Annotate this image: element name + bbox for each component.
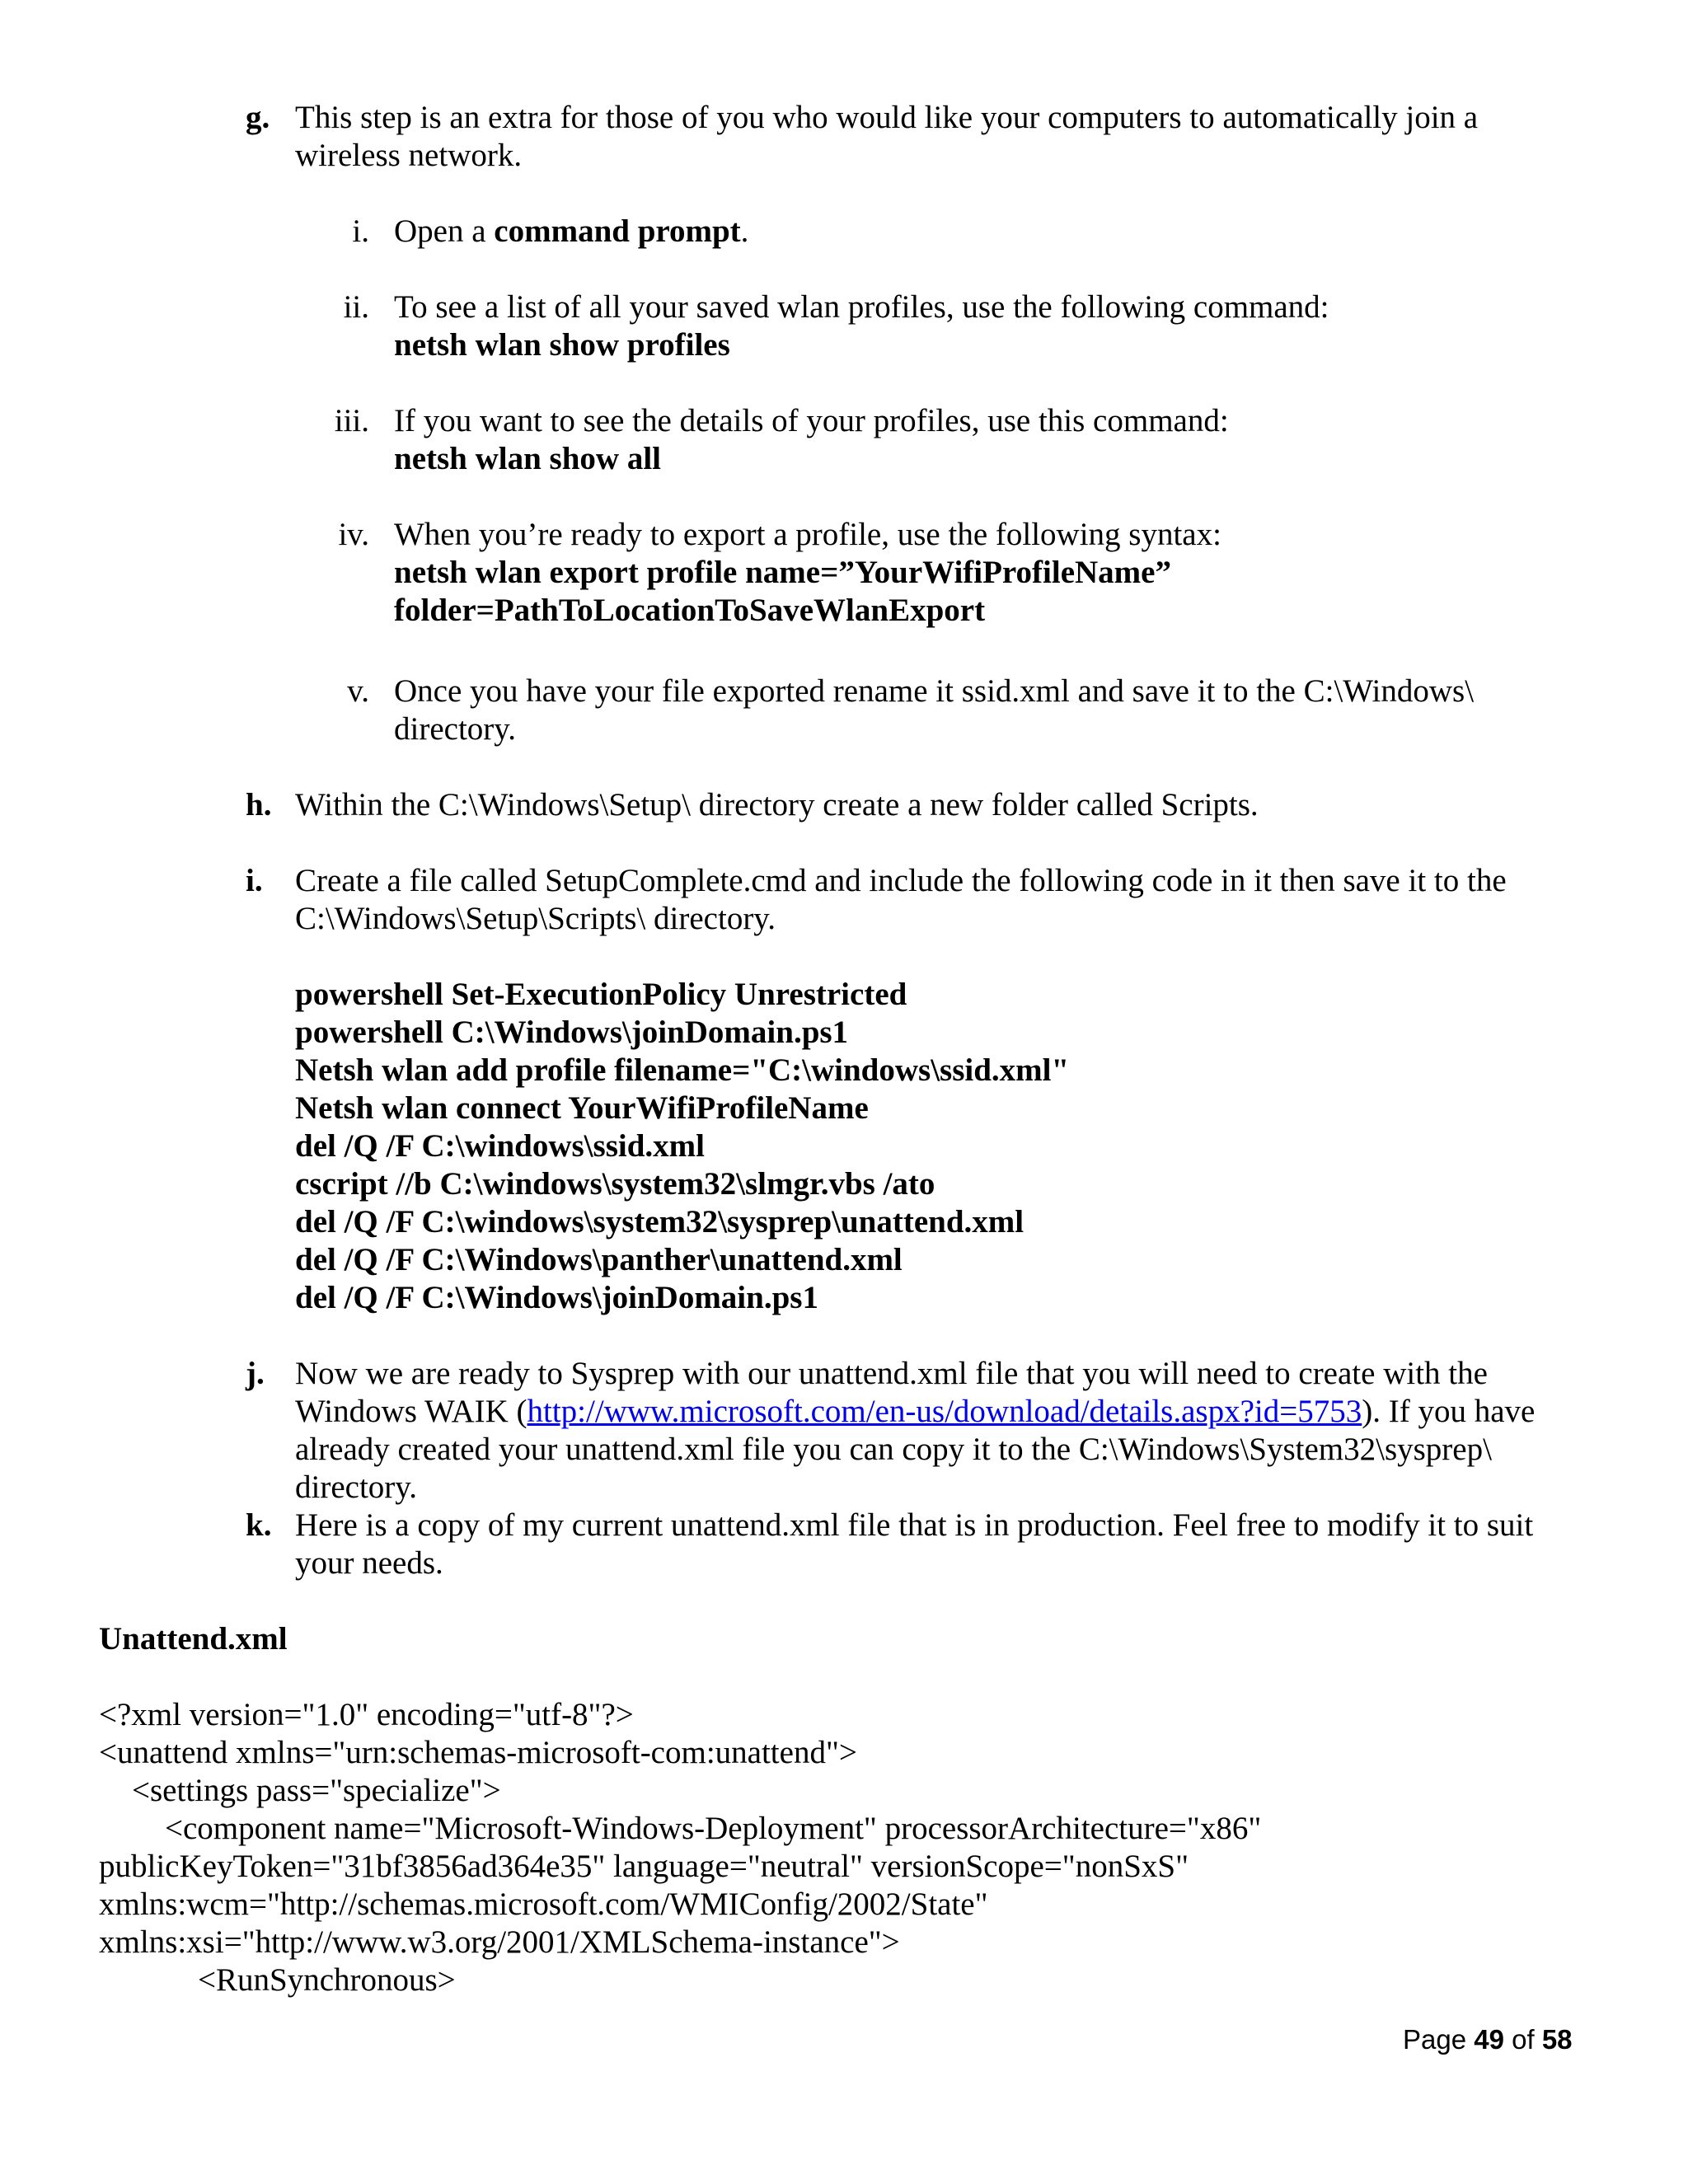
- xml-line: <RunSynchronous>: [198, 1962, 456, 1998]
- code-line: del /Q /F C:\Windows\panther\unattend.xml: [295, 1242, 903, 1277]
- substep-ii-marker: ii.: [343, 289, 369, 325]
- code-line: Netsh wlan add profile filename="C:\windows\ssid.xml": [295, 1052, 1070, 1088]
- substep-ii-command: netsh wlan show profiles: [394, 327, 730, 363]
- substep-iii-command: netsh wlan show all: [394, 441, 661, 476]
- code-line: del /Q /F C:\Windows\joinDomain.ps1: [295, 1280, 818, 1315]
- substep-i-lead: Open a: [394, 213, 495, 249]
- xml-line: publicKeyToken="31bf3856ad364e35" language="neutral" versionScope="nonSxS": [99, 1849, 1189, 1884]
- substep-iv-text: When you’re ready to export a profile, use the following syntax:: [394, 517, 1221, 552]
- code-line: powershell C:\Windows\joinDomain.ps1: [295, 1015, 849, 1050]
- xml-line: <?xml version="1.0" encoding="utf-8"?>: [99, 1697, 634, 1732]
- xml-line: <component name="Microsoft-Windows-Deployment" processorArchitecture="x86": [165, 1811, 1262, 1846]
- xml-line: <unattend xmlns="urn:schemas-microsoft-com:unattend">: [99, 1735, 857, 1770]
- xml-line: xmlns:wcm="http://schemas.microsoft.com/WMIConfig/2002/State": [99, 1886, 988, 1922]
- substep-iv-command-line2: folder=PathToLocationToSaveWlanExport: [394, 593, 986, 628]
- substep-v-text-line1: Once you have your file exported rename it ssid.xml and save it to the C:\Windows\: [394, 673, 1475, 709]
- code-line: cscript //b C:\windows\system32\slmgr.vbs /ato: [295, 1166, 935, 1202]
- substep-iii-text: If you want to see the details of your profiles, use this command:: [394, 403, 1229, 438]
- step-h-text: Within the C:\Windows\Setup\ directory create a new folder called Scripts.: [295, 787, 1259, 823]
- step-j-line2-pre: Windows WAIK (: [295, 1394, 528, 1429]
- step-h-marker: h.: [246, 787, 272, 823]
- step-j-text-line3: already created your unattend.xml file you can copy it to the C:\Windows\System32\sysprep\: [295, 1432, 1492, 1467]
- code-line: Netsh wlan connect YourWifiProfileName: [295, 1090, 869, 1126]
- substep-i-after: .: [740, 213, 749, 249]
- step-j-text-line1: Now we are ready to Sysprep with our unattend.xml file that you will need to create with the: [295, 1356, 1488, 1391]
- step-g-text-line2: wireless network.: [295, 138, 523, 173]
- xml-line: <settings pass="specialize">: [132, 1773, 501, 1808]
- step-j-text-line4: directory.: [295, 1469, 417, 1505]
- page-current: 49: [1474, 2024, 1504, 2055]
- substep-ii-text: To see a list of all your saved wlan profiles, use the following command:: [394, 289, 1329, 325]
- page-of: of: [1503, 2024, 1542, 2055]
- code-line: del /Q /F C:\windows\ssid.xml: [295, 1128, 705, 1164]
- step-k-marker: k.: [246, 1507, 272, 1543]
- substep-iv-marker: iv.: [338, 517, 369, 552]
- substep-v-marker: v.: [347, 673, 369, 709]
- page-number: [1403, 2021, 1573, 2059]
- substep-i-bold: command prompt: [494, 213, 741, 249]
- section-heading: Unattend.xml: [99, 1621, 288, 1657]
- substep-iv-command-line1: netsh wlan export profile name=”YourWifiProfileName”: [394, 555, 1171, 590]
- step-j-line2-post: ). If you have: [1362, 1394, 1536, 1429]
- substep-i-text: [394, 213, 748, 251]
- substep-v-text-line2: directory.: [394, 711, 516, 747]
- step-g-text-line1: This step is an extra for those of you who would like your computers to automatically join a: [295, 100, 1479, 135]
- step-j-text-line2: [295, 1393, 1535, 1431]
- page-total: 58: [1541, 2024, 1573, 2055]
- code-line: del /Q /F C:\windows\system32\sysprep\unattend.xml: [295, 1204, 1025, 1240]
- step-i-marker: i.: [246, 863, 263, 898]
- substep-i-marker: i.: [352, 213, 369, 249]
- step-g-marker: g.: [246, 100, 270, 135]
- step-i-text-line1: Create a file called SetupComplete.cmd and include the following code in it then save it to the: [295, 863, 1507, 898]
- step-k-text-line2: your needs.: [295, 1545, 443, 1581]
- waik-download-link[interactable]: http://www.microsoft.com/en-us/download/details.aspx?id=5753: [527, 1394, 1362, 1429]
- step-i-text-line2: C:\Windows\Setup\Scripts\ directory.: [295, 901, 776, 936]
- substep-iii-marker: iii.: [334, 403, 369, 438]
- step-k-text-line1: Here is a copy of my current unattend.xml file that is in production. Feel free to modify it to suit: [295, 1507, 1534, 1543]
- xml-line: xmlns:xsi="http://www.w3.org/2001/XMLSchema-instance">: [99, 1924, 900, 1960]
- code-line: powershell Set-ExecutionPolicy Unrestricted: [295, 977, 907, 1012]
- step-j-marker: j.: [246, 1356, 265, 1391]
- page-prefix: Page: [1403, 2024, 1475, 2055]
